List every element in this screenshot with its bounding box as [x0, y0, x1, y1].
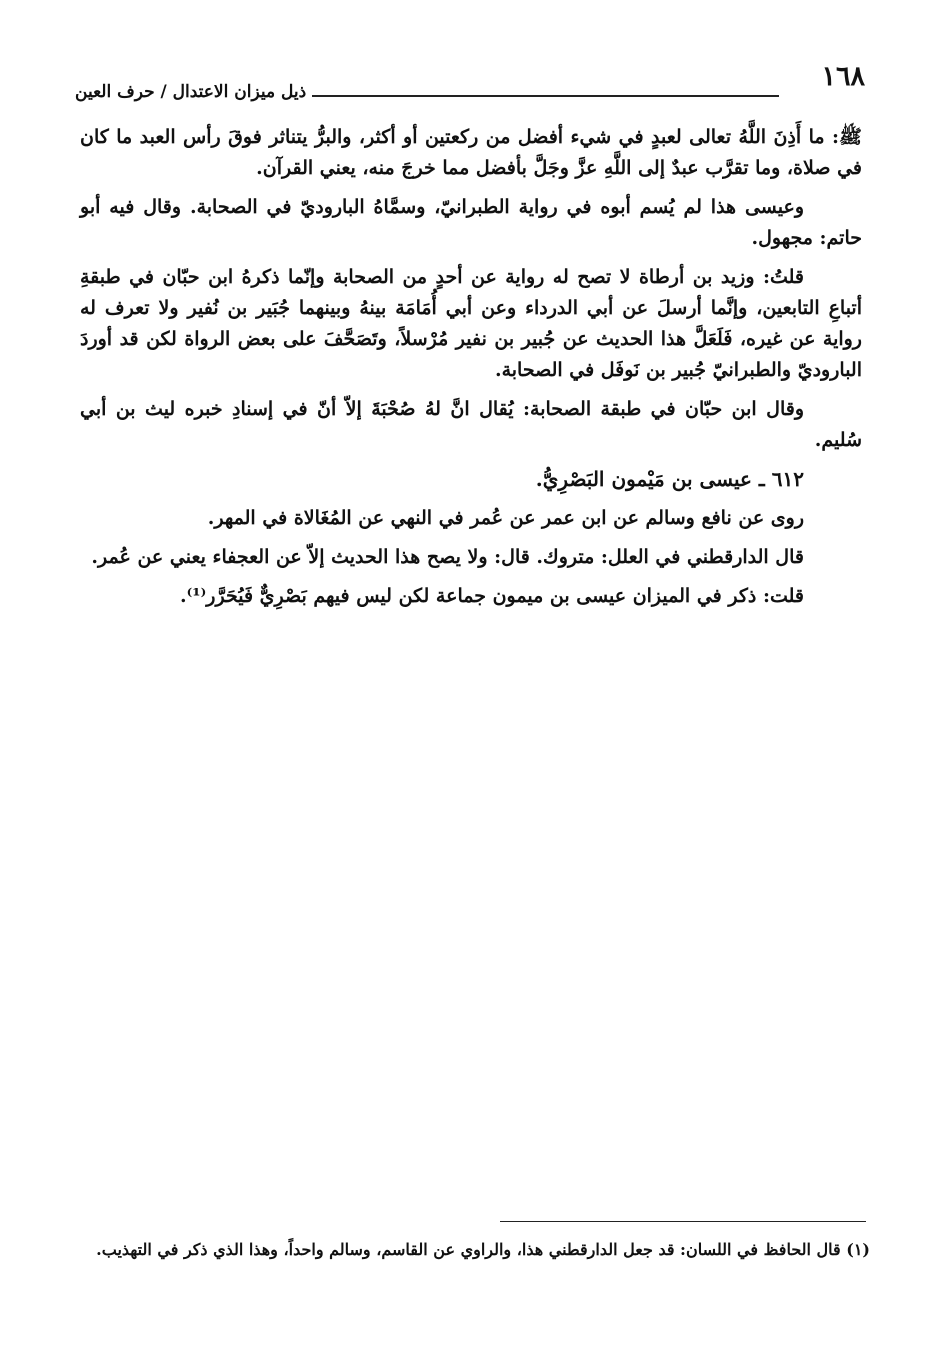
- paragraph: وقال ابن حبّان في طبقة الصحابة: يُقال انَّ لهُ صُحْبَةَ إلاّ أنّ في إسنادِ خبره ليث بن أبي سُليم.: [80, 398, 862, 451]
- running-title: ذيل ميزان الاعتدال / حرف العين: [75, 82, 307, 102]
- paragraph: قال الدارقطني في العلل: متروك. قال: ولا يصح هذا الحديث إلاّ عن العجفاء يعني عن عُمر.: [91, 546, 804, 568]
- paragraph: وعيسى هذا لم يُسم أبوه في رواية الطبرانيّ، وسمَّاهُ الباروديّ في الصحابة. وقال فيه أبو حاتم: مجهول.: [80, 196, 862, 249]
- entry-heading: ٦١٢ ـ عيسى بن مَيْمون البَصْرِيُّ.: [535, 467, 804, 491]
- main-text: [80, 122, 862, 620]
- page-header: [75, 60, 865, 110]
- footnote-separator: [500, 1221, 866, 1222]
- paragraph: قلت: ذكر في الميزان عيسى بن ميمون جماعة لكن ليس فيهم بَصْرِيٌّ فَيُحَرَّر⁽¹⁾.: [180, 585, 804, 607]
- header-rule: [312, 95, 779, 97]
- paragraph: قلتُ: وزيد بن أرطاة لا تصح له رواية عن أحدٍ من الصحابة وإنّما ذكرهُ ابن حبّان في طبقةِ أتباعِ التابعين، وإنَّما أرسلَ عن أبي الدرداء وعن أبي أُمَامَة بينهُ وبينهما جُبَير بن نُفير ولا تعرف له رواية عن غيره، فَلَعَلَّ هذا الحديث عن جُبير بن نفير مُرْسلاً، وتَصَحَّفَ على بعض الرواة لكن قد أوردَ الباروديّ والطبرانيّ جُبير بن نَوفَل في الصحابة.: [80, 266, 862, 381]
- page-number: ١٦٨: [821, 61, 865, 92]
- paragraph: ﷺ: ما أَذِنَ اللَّهُ تعالى لعبدٍ في شيء أفضل من ركعتين أو أكثر، والبرُّ يتناثر فوقَ رأس العبد ما كان في صلاة، وما تقرَّب عبدٌ إلى اللَّهِ عزَّ وجَلَّ بأفضل مما خرجَ منه، يعني القرآن.: [80, 126, 862, 179]
- paragraph: روى عن نافع وسالم عن ابن عمر عن عُمر في النهي عن المُغَالاة في المهر.: [207, 507, 804, 529]
- footnote: (١) قال الحافظ في اللسان: قد جعل الدارقطني هذا، والراوي عن القاسم، وسالم واحداً، وهذا الذي ذكر في التهذيب.: [96, 1240, 870, 1259]
